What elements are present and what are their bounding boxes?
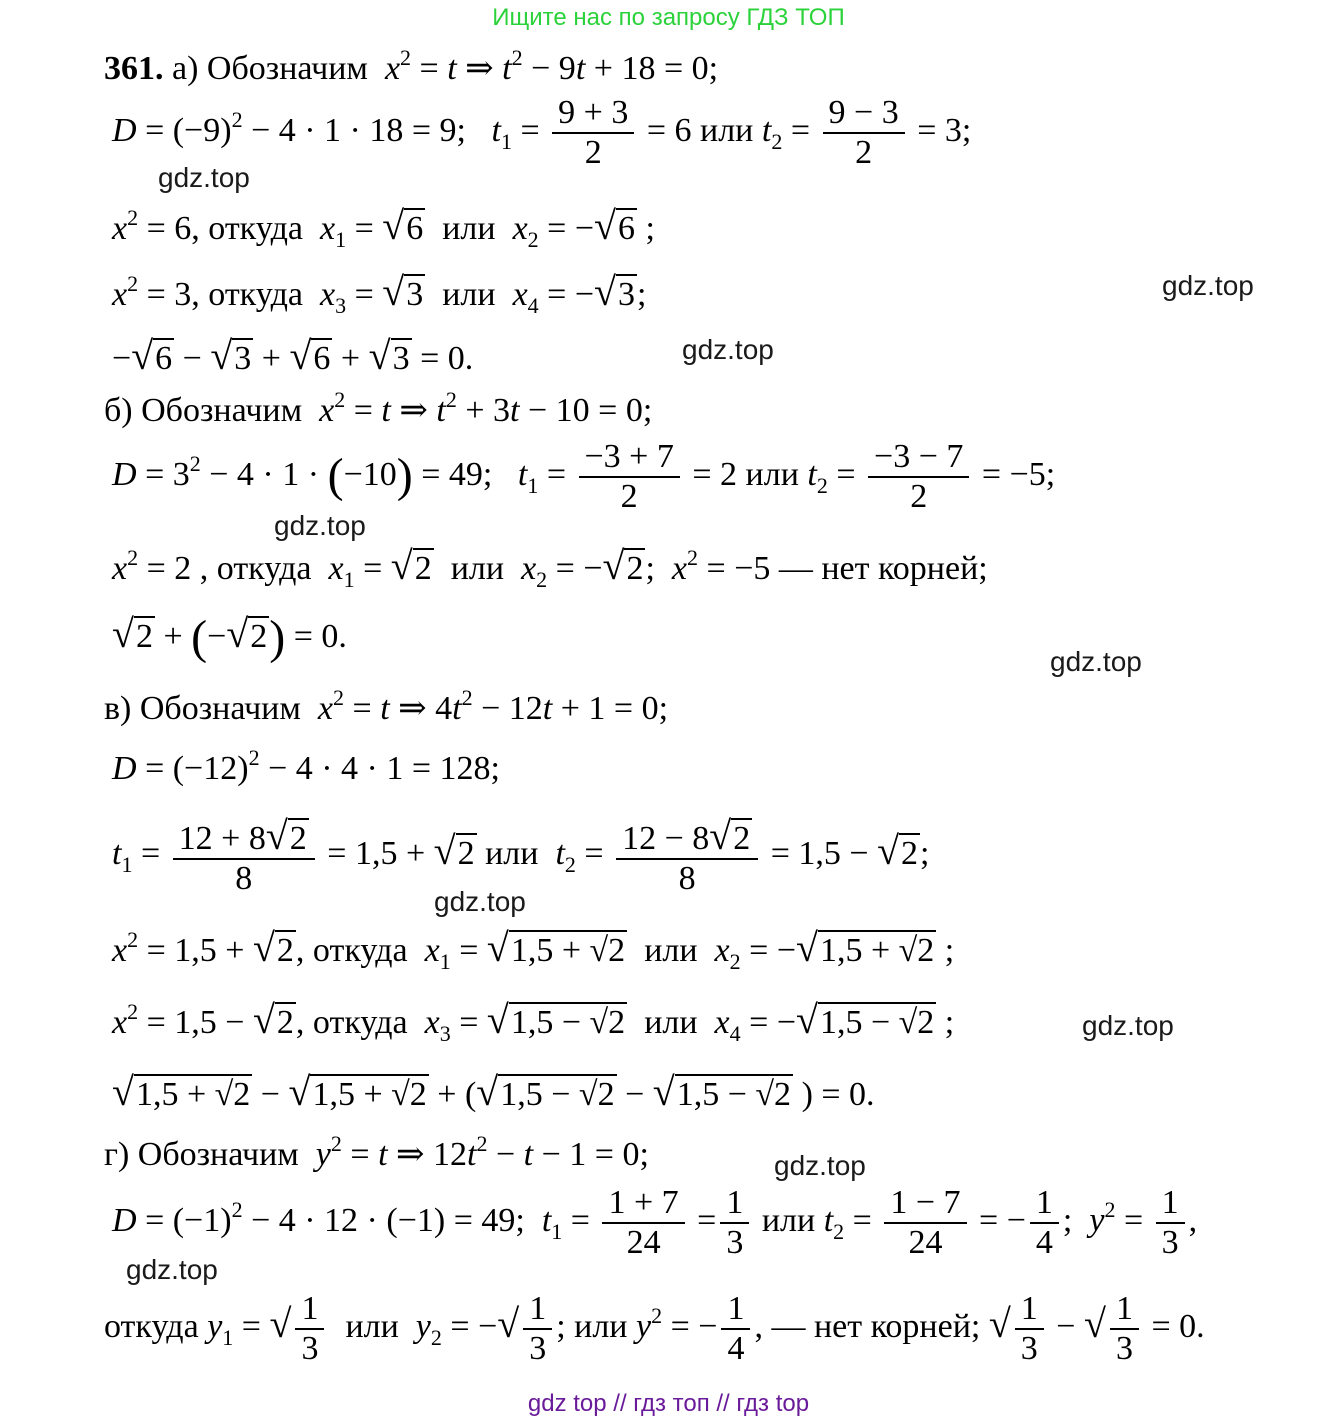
fraction: $\frac{12 - 8√2}{8}$ [616, 816, 758, 896]
fraction: $\frac{1}{3}$ [720, 1186, 749, 1260]
watermark: gdz.top [1050, 646, 1142, 677]
part-b-line-2: $D = 3^2 - 4 \cdot 1 \cdot (-10) = 49$; $t_1$ = $\frac{-3 + 7}{2}$ = 2 или $t_2$ = $\frac{-3 - 7}{2}$ = −5; [112, 438, 1056, 515]
fraction: $\frac{1 + 7}{24}$ [602, 1186, 684, 1260]
part-v-line-2: $D = (-12)^2 - 4 \cdot 4 \cdot 1 = 128$; [112, 745, 501, 787]
search-banner[interactable]: Ищите нас по запросу ГДЗ ТОП [492, 4, 845, 31]
fraction: $\frac{9 - 3}{2}$ [823, 96, 905, 170]
watermark: gdz.top [434, 886, 526, 917]
part-a-line-3: $x^2 = 6$, откуда $x_1 = √6$ или $x_2 = -√6$ ; [112, 203, 655, 252]
part-g-line-2: $D = (-1)^2 - 4 \cdot 12 \cdot (-1) = 49$; $t_1$ = $\frac{1 + 7}{24}$ = $\frac{1}{3}$ или $t_2$ = $\frac{1 - 7}{24}$ = − $\frac{1}{4}$ ; $y^2$ = $\frac{1}{3}$ , [112, 1184, 1198, 1261]
part-a-label: а) Обозначим [172, 50, 368, 87]
fraction: $\frac{1}{4}$ [721, 1292, 750, 1366]
part-b-line-4: √2 + (−√2) = 0. [112, 611, 347, 664]
part-b-line-3: $x^2 = 2$ , откуда $x_1 = √2$ или $x_2 = -√2$; $x^2 = -5$ — нет корней; [112, 543, 988, 592]
watermark: gdz.top [1162, 270, 1254, 301]
part-v-line-1: в) Обозначим $x^2 = t$ ⇒ $4t^2 - 12t + 1 = 0$; [104, 685, 669, 727]
footer-links[interactable]: gdz top // гдз топ // гдз top [527, 1390, 810, 1417]
part-a-line-1: 361. а) Обозначим $x^2 = t$ ⇒ $t^2 - 9t + 18 = 0$; [104, 45, 719, 87]
part-a-line-4: $x^2 = 3$, откуда $x_3 = √3$ или $x_4 = -√3$; [112, 269, 647, 318]
watermark: gdz.top [274, 510, 366, 541]
fraction: $\frac{1}{3}$ [1015, 1292, 1044, 1366]
problem-number: 361. [104, 50, 164, 87]
part-v-line-5: $x^2 = 1,5 - √2$, откуда $x_3 = √1,5 - √2$ или $x_4 = -√1,5 - √2$ ; [112, 997, 955, 1046]
fraction: $\frac{1}{3}$ [295, 1292, 324, 1366]
fraction: $\frac{-3 + 7}{2}$ [579, 440, 680, 514]
part-g-line-1: г) Обозначим $y^2 = t$ ⇒ $12t^2 - t - 1 = 0$; [104, 1131, 649, 1173]
watermark: gdz.top [126, 1254, 218, 1285]
watermark: gdz.top [774, 1150, 866, 1181]
part-v-line-3: $t_1$ = $\frac{12 + 8√2}{8}$ = 1,5 + √2 или $t_2$ = $\frac{12 - 8√2}{8}$ = 1,5 − √2; [112, 813, 930, 897]
fraction: $\frac{12 + 8√2}{8}$ [173, 816, 315, 896]
part-b-line-1: б) Обозначим $x^2 = t$ ⇒ $t^2 + 3t - 10 = 0$; [104, 387, 653, 429]
fraction: $\frac{1}{3}$ [1110, 1292, 1139, 1366]
watermark: gdz.top [1082, 1010, 1174, 1041]
part-a-line-5: −√6 − √3 + √6 + √3 = 0. [112, 333, 474, 378]
watermark: gdz.top [682, 334, 774, 365]
fraction: $\frac{-3 - 7}{2}$ [868, 440, 969, 514]
part-v-line-6: √1,5 + √2 − √1,5 + √2 + (√1,5 − √2 − √1,5 − √2 ) = 0. [112, 1069, 875, 1114]
fraction: $\frac{9 + 3}{2}$ [552, 96, 634, 170]
fraction: $\frac{1}{3}$ [523, 1292, 552, 1366]
part-v-line-4: $x^2 = 1,5 + √2$, откуда $x_1 = √1,5 + √2$ или $x_2 = -√1,5 + √2$ ; [112, 925, 955, 974]
fraction: $\frac{1}{3}$ [1156, 1186, 1185, 1260]
fraction: $\frac{1 - 7}{24}$ [884, 1186, 966, 1260]
part-a-line-2: $D = (-9)^2 - 4 \cdot 1 \cdot 18 = 9$; $t_1$ = $\frac{9 + 3}{2}$ = 6 или $t_2$ = $\frac{9 - 3}{2}$ = 3; [112, 94, 972, 171]
part-g-line-3: откуда $y_1$ = √ $\frac{1}{3}$ или $y_2$ = −√ $\frac{1}{3}$ ; или $y^2$ = − $\frac{1}{4}$ , — нет корней; √ $\frac{1}{3}$ − √ $\frac{1}{3}$ = 0. [104, 1290, 1205, 1367]
fraction: $\frac{1}{4}$ [1030, 1186, 1059, 1260]
watermark: gdz.top [158, 162, 250, 193]
